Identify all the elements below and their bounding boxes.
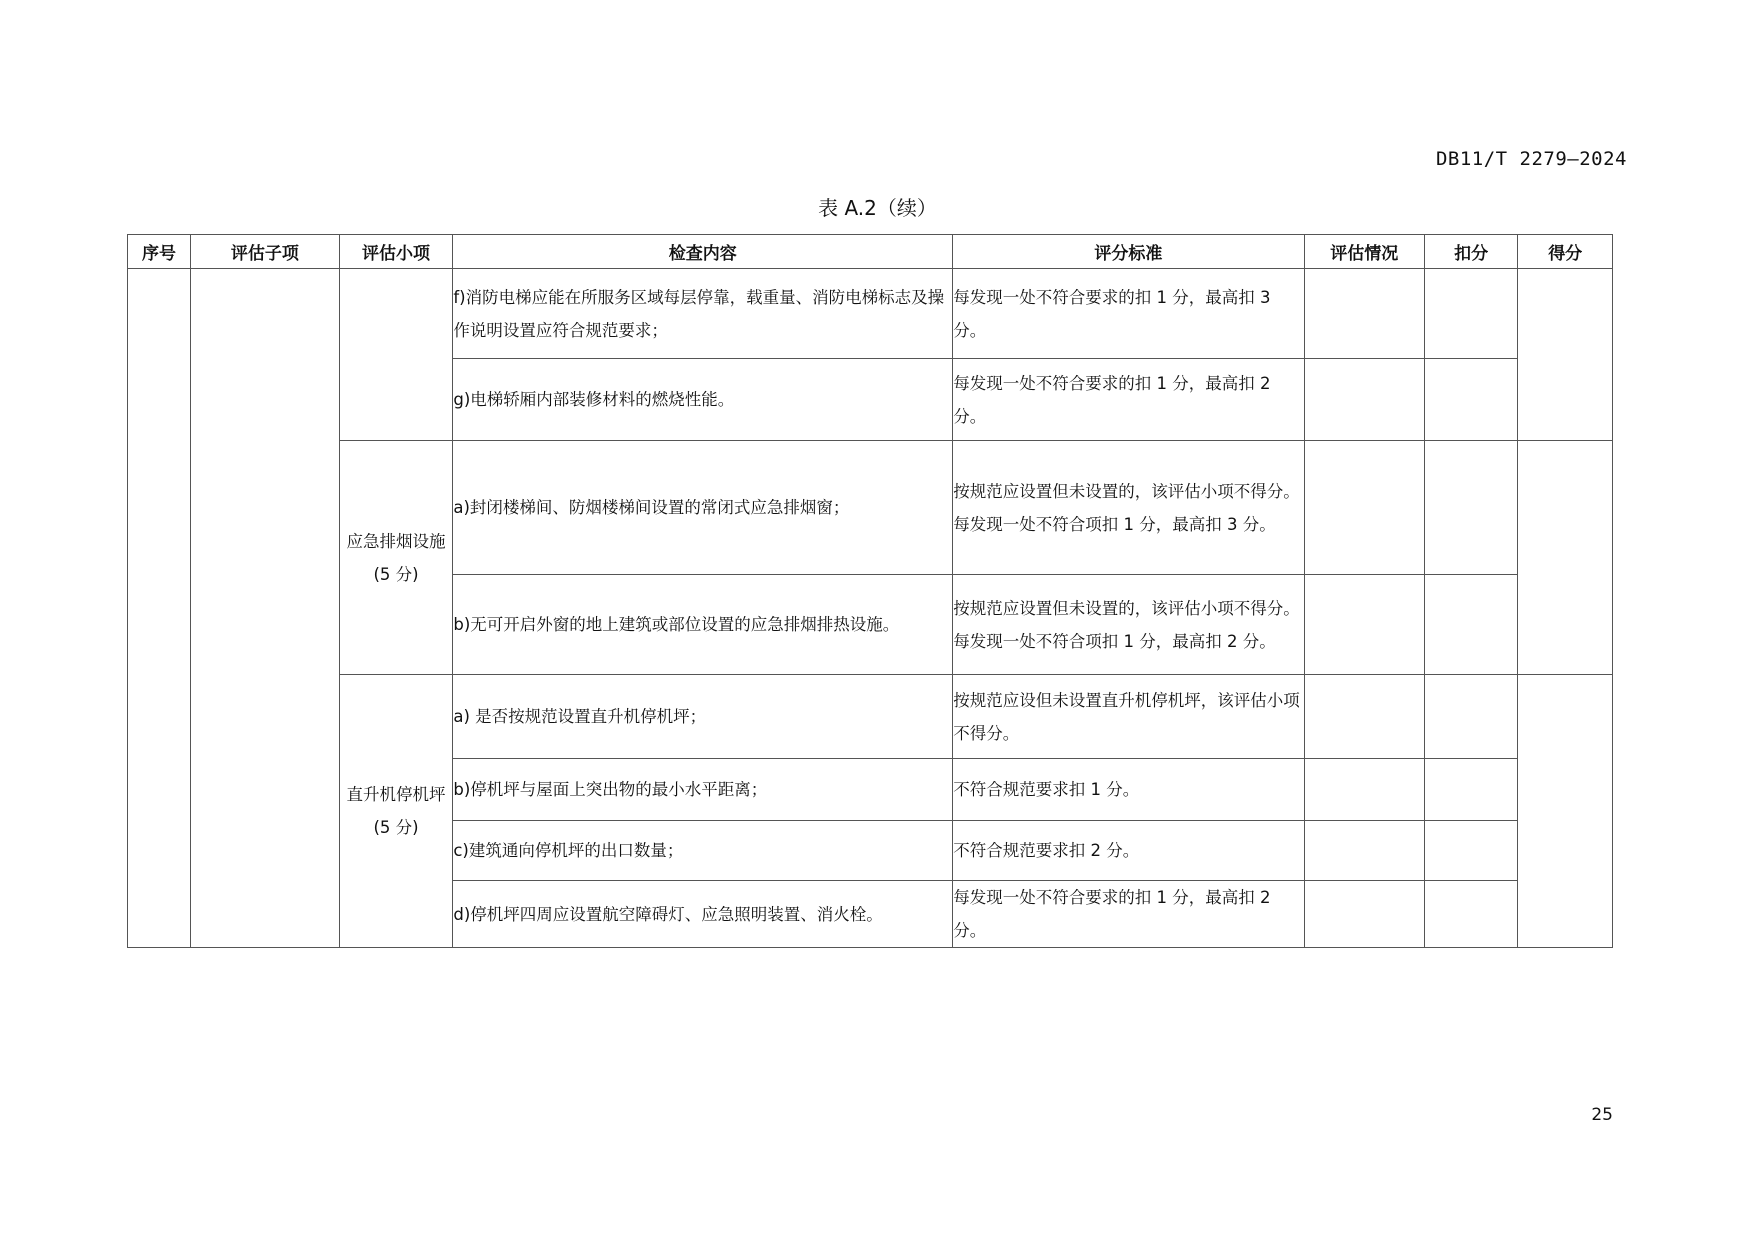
assessment-table xyxy=(127,234,1613,948)
table-row xyxy=(128,269,1613,359)
table-row xyxy=(128,675,1613,759)
criteria-cell: 每发现一处不符合要求的扣 1 分，最高扣 2 分。 xyxy=(953,881,1304,948)
score-cell[interactable] xyxy=(1518,441,1613,675)
deduct-cell[interactable] xyxy=(1424,821,1517,881)
status-cell[interactable] xyxy=(1304,759,1424,821)
deduct-cell[interactable] xyxy=(1424,575,1517,675)
header-row xyxy=(128,235,1613,269)
criteria-cell: 不符合规范要求扣 1 分。 xyxy=(953,759,1304,821)
criteria-cell: 按规范应设置但未设置的，该评估小项不得分。每发现一处不符合项扣 1 分，最高扣 3 分。 xyxy=(953,441,1304,575)
criteria-cell: 按规范应设但未设置直升机停机坪，该评估小项不得分。 xyxy=(953,675,1304,759)
deduct-cell[interactable] xyxy=(1424,881,1517,948)
criteria-cell: 按规范应设置但未设置的，该评估小项不得分。每发现一处不符合项扣 1 分，最高扣 2 分。 xyxy=(953,575,1304,675)
status-cell[interactable] xyxy=(1304,675,1424,759)
deduct-cell[interactable] xyxy=(1424,441,1517,575)
deduct-cell[interactable] xyxy=(1424,359,1517,441)
header-sub-project: 评估子项 xyxy=(191,235,340,269)
table-row xyxy=(128,441,1613,575)
content-cell: b)无可开启外窗的地上建筑或部位设置的应急排烟排热设施。 xyxy=(453,575,953,675)
seq-cell xyxy=(128,269,191,948)
sub-project-cell xyxy=(191,269,340,948)
criteria-cell: 每发现一处不符合要求的扣 1 分，最高扣 3 分。 xyxy=(953,269,1304,359)
status-cell[interactable] xyxy=(1304,269,1424,359)
deduct-cell[interactable] xyxy=(1424,759,1517,821)
header-score: 得分 xyxy=(1518,235,1613,269)
header-deduct: 扣分 xyxy=(1424,235,1517,269)
table-title: 表 A.2（续） xyxy=(818,196,937,220)
content-cell: a)封闭楼梯间、防烟楼梯间设置的常闭式应急排烟窗； xyxy=(453,441,953,575)
content-cell: c)建筑通向停机坪的出口数量； xyxy=(453,821,953,881)
status-cell[interactable] xyxy=(1304,881,1424,948)
sub-item-cell xyxy=(339,269,453,441)
header-status: 评估情况 xyxy=(1304,235,1424,269)
page-number: 25 xyxy=(1591,1105,1613,1125)
header-seq: 序号 xyxy=(128,235,191,269)
sub-item-cell: 直升机停机坪(5 分) xyxy=(339,675,453,948)
status-cell[interactable] xyxy=(1304,821,1424,881)
document-code: DB11/T 2279—2024 xyxy=(1435,148,1627,170)
deduct-cell[interactable] xyxy=(1424,675,1517,759)
header-content: 检查内容 xyxy=(453,235,953,269)
sub-item-cell: 应急排烟设施(5 分) xyxy=(339,441,453,675)
score-cell[interactable] xyxy=(1518,675,1613,948)
status-cell[interactable] xyxy=(1304,441,1424,575)
criteria-cell: 不符合规范要求扣 2 分。 xyxy=(953,821,1304,881)
status-cell[interactable] xyxy=(1304,359,1424,441)
content-cell: a) 是否按规范设置直升机停机坪； xyxy=(453,675,953,759)
score-cell[interactable] xyxy=(1518,269,1613,441)
content-cell: b)停机坪与屋面上突出物的最小水平距离； xyxy=(453,759,953,821)
header-sub-item: 评估小项 xyxy=(339,235,453,269)
criteria-cell: 每发现一处不符合要求的扣 1 分，最高扣 2 分。 xyxy=(953,359,1304,441)
content-cell: f)消防电梯应能在所服务区域每层停靠，载重量、消防电梯标志及操作说明设置应符合规范要求； xyxy=(453,269,953,359)
status-cell[interactable] xyxy=(1304,575,1424,675)
content-cell: g)电梯轿厢内部装修材料的燃烧性能。 xyxy=(453,359,953,441)
header-criteria: 评分标准 xyxy=(953,235,1304,269)
content-cell: d)停机坪四周应设置航空障碍灯、应急照明装置、消火栓。 xyxy=(453,881,953,948)
deduct-cell[interactable] xyxy=(1424,269,1517,359)
